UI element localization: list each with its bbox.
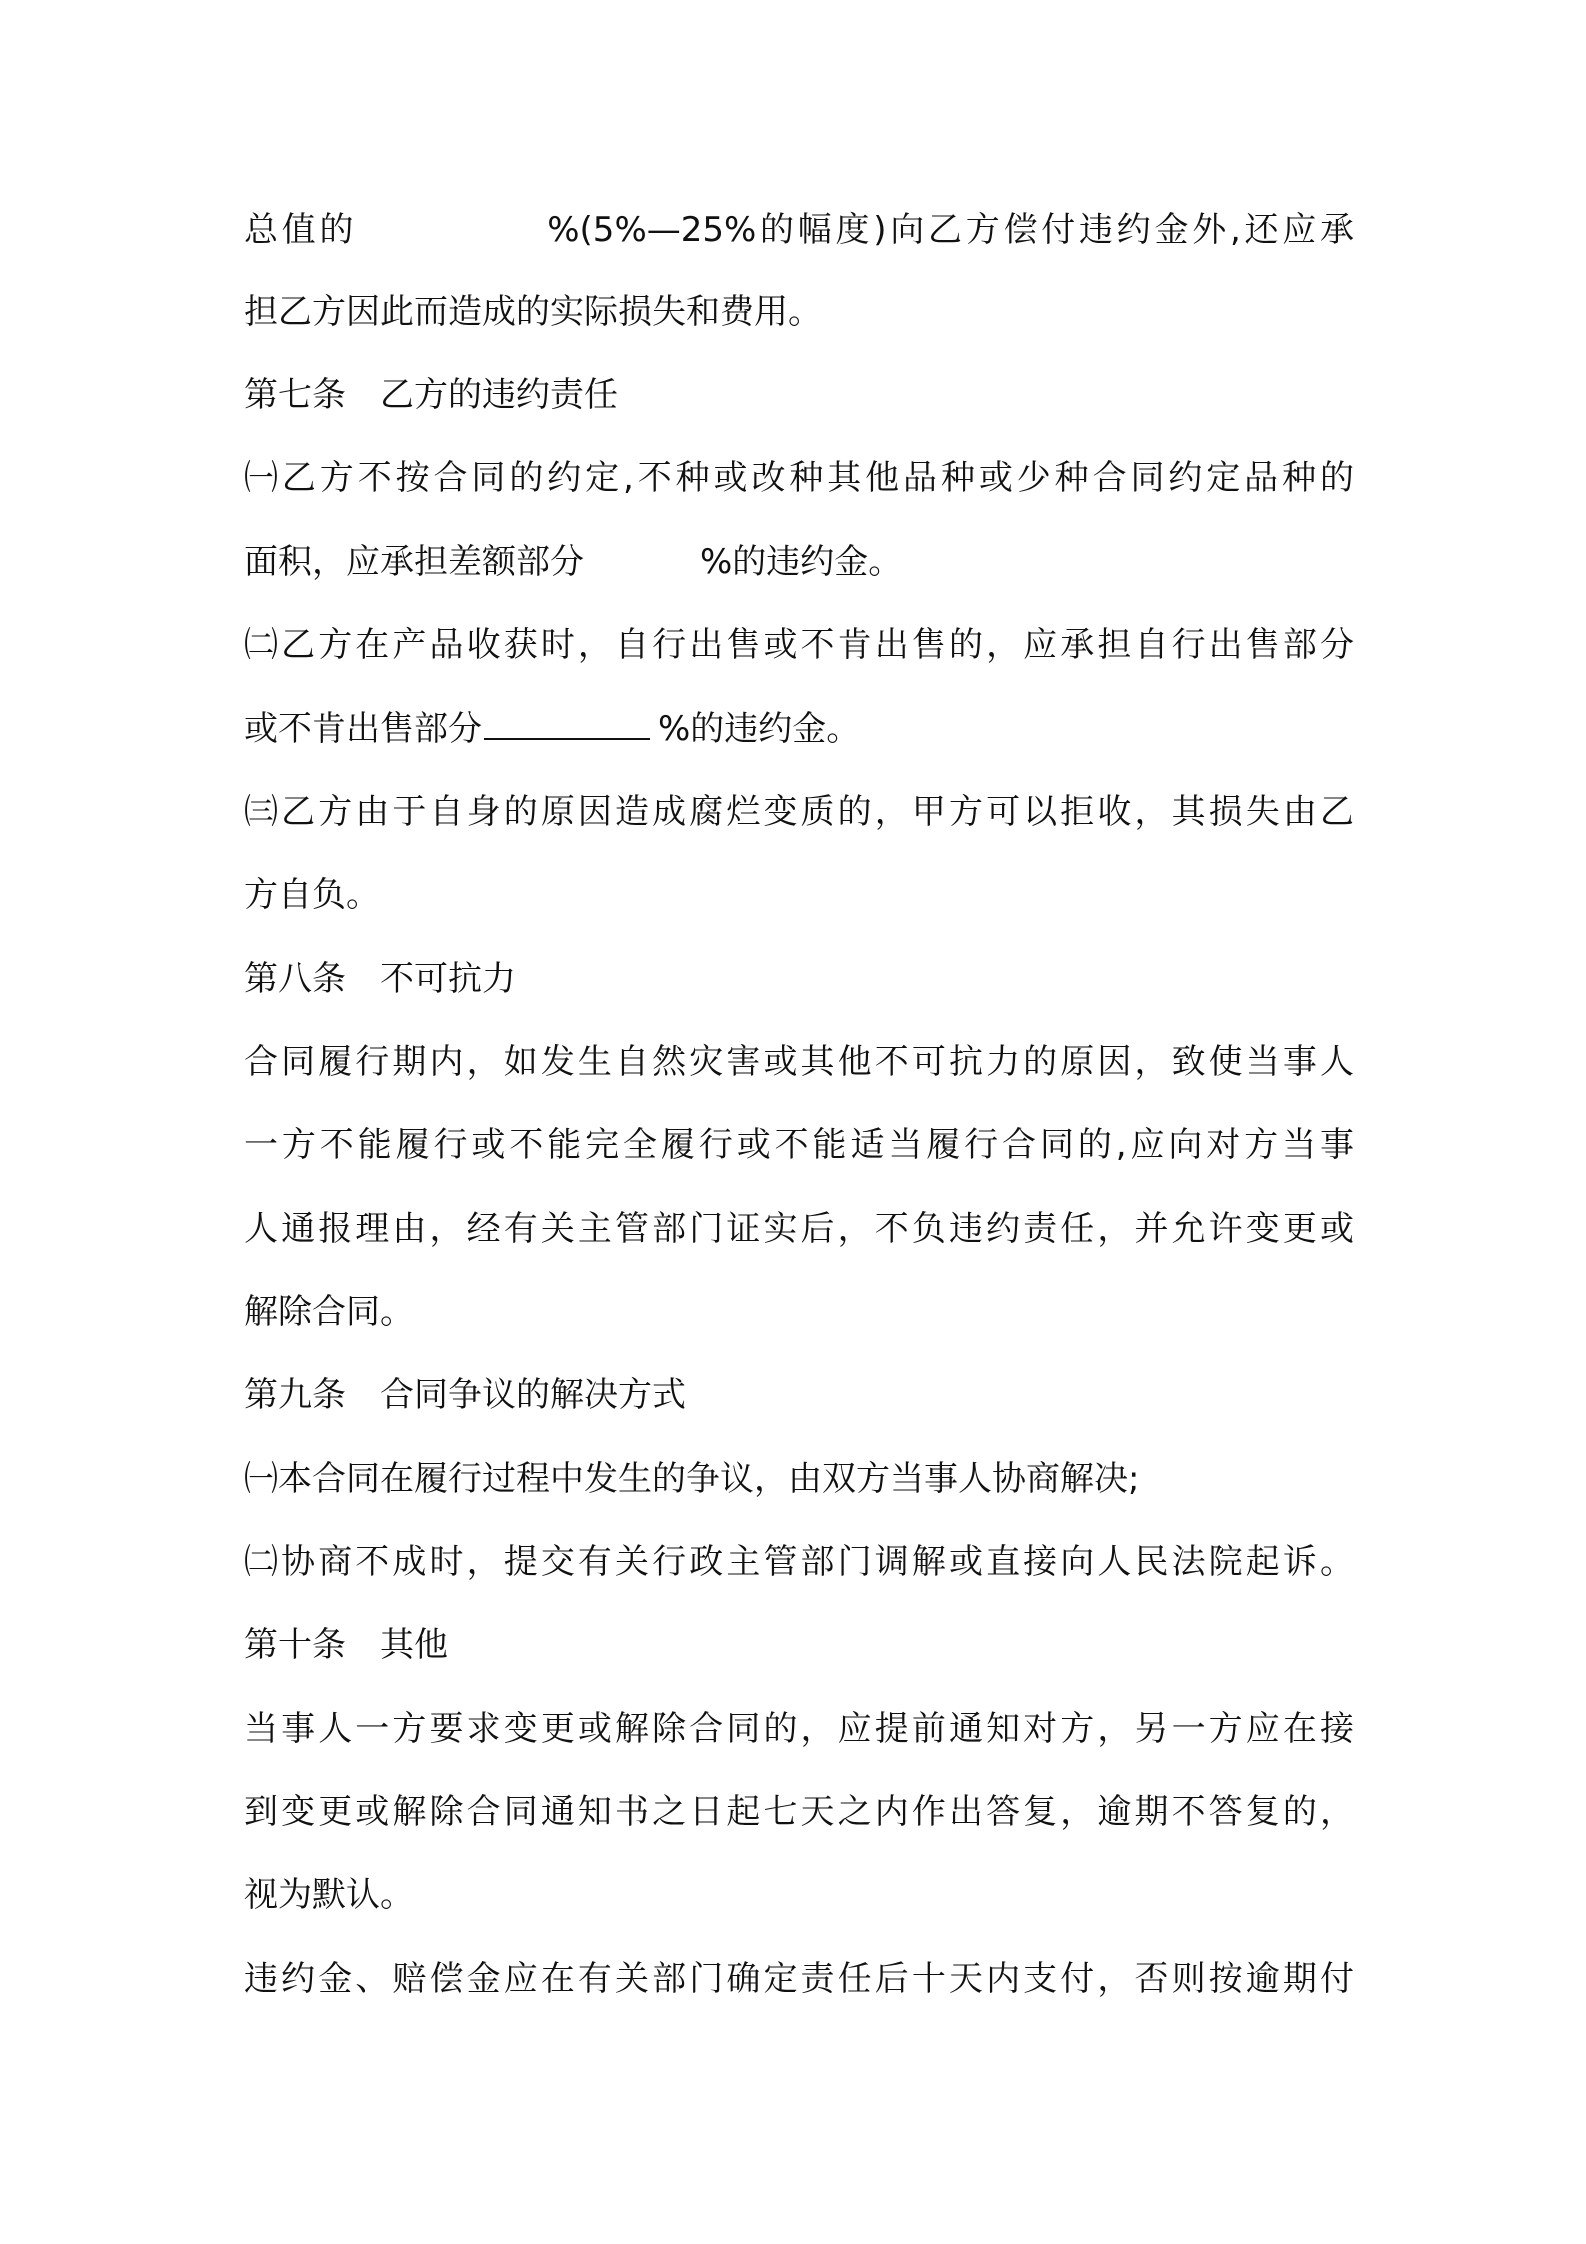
text-line-20: 到变更或解除合同通知书之日起七天之内作出答复，逾期不答复的， (244, 1792, 1354, 1832)
text-line-16: ㈠本合同在履行过程中发生的争议，由双方当事人协商解决; (244, 1459, 1140, 1499)
text-line-5 (244, 540, 1354, 584)
text-line-8: ㈢乙方由于自身的原因造成腐烂变质的，甲方可以拒收，其损失由乙 (244, 792, 1354, 832)
blank-underline (484, 710, 650, 740)
text-segment: %(5%—25%的幅度)向乙方偿付违约金外,还应承 (547, 210, 1355, 250)
text-line-1 (244, 208, 1354, 252)
text-segment: 或不肯出售部分 (244, 709, 482, 749)
text-line-19: 当事人一方要求变更或解除合同的，应提前通知对方，另一方应在接 (244, 1709, 1354, 1749)
text-line-14: 解除合同。 (244, 1292, 414, 1332)
text-line-17: ㈡协商不成时，提交有关行政主管部门调解或直接向人民法院起诉。 (244, 1542, 1354, 1582)
article-heading-9: 第九条 合同争议的解决方式 (244, 1375, 686, 1415)
text-line-22: 违约金、赔偿金应在有关部门确定责任后十天内支付，否则按逾期付 (244, 1959, 1354, 1999)
text-line-9: 方自负。 (244, 875, 380, 915)
text-line-12: 一方不能履行或不能完全履行或不能适当履行合同的,应向对方当事 (244, 1125, 1354, 1165)
text-segment: %的违约金。 (700, 542, 903, 582)
article-heading-8: 第八条 不可抗力 (244, 959, 516, 999)
text-line-4: ㈠乙方不按合同的约定,不种或改种其他品种或少种合同约定品种的 (244, 458, 1354, 498)
article-heading-7: 第七条 乙方的违约责任 (244, 375, 618, 415)
text-line-2: 担乙方因此而造成的实际损失和费用。 (244, 292, 822, 332)
text-segment: %的违约金。 (658, 709, 861, 749)
text-line-6: ㈡乙方在产品收获时，自行出售或不肯出售的，应承担自行出售部分 (244, 625, 1354, 665)
text-line-21: 视为默认。 (244, 1875, 414, 1915)
article-heading-10: 第十条 其他 (244, 1625, 448, 1665)
text-line-13: 人通报理由，经有关主管部门证实后，不负违约责任，并允许变更或 (244, 1209, 1354, 1249)
text-line-11: 合同履行期内，如发生自然灾害或其他不可抗力的原因，致使当事人 (244, 1042, 1354, 1082)
text-segment: 总值的 (244, 210, 358, 250)
text-segment: 面积，应承担差额部分 (244, 542, 584, 582)
text-line-7 (244, 707, 1354, 751)
